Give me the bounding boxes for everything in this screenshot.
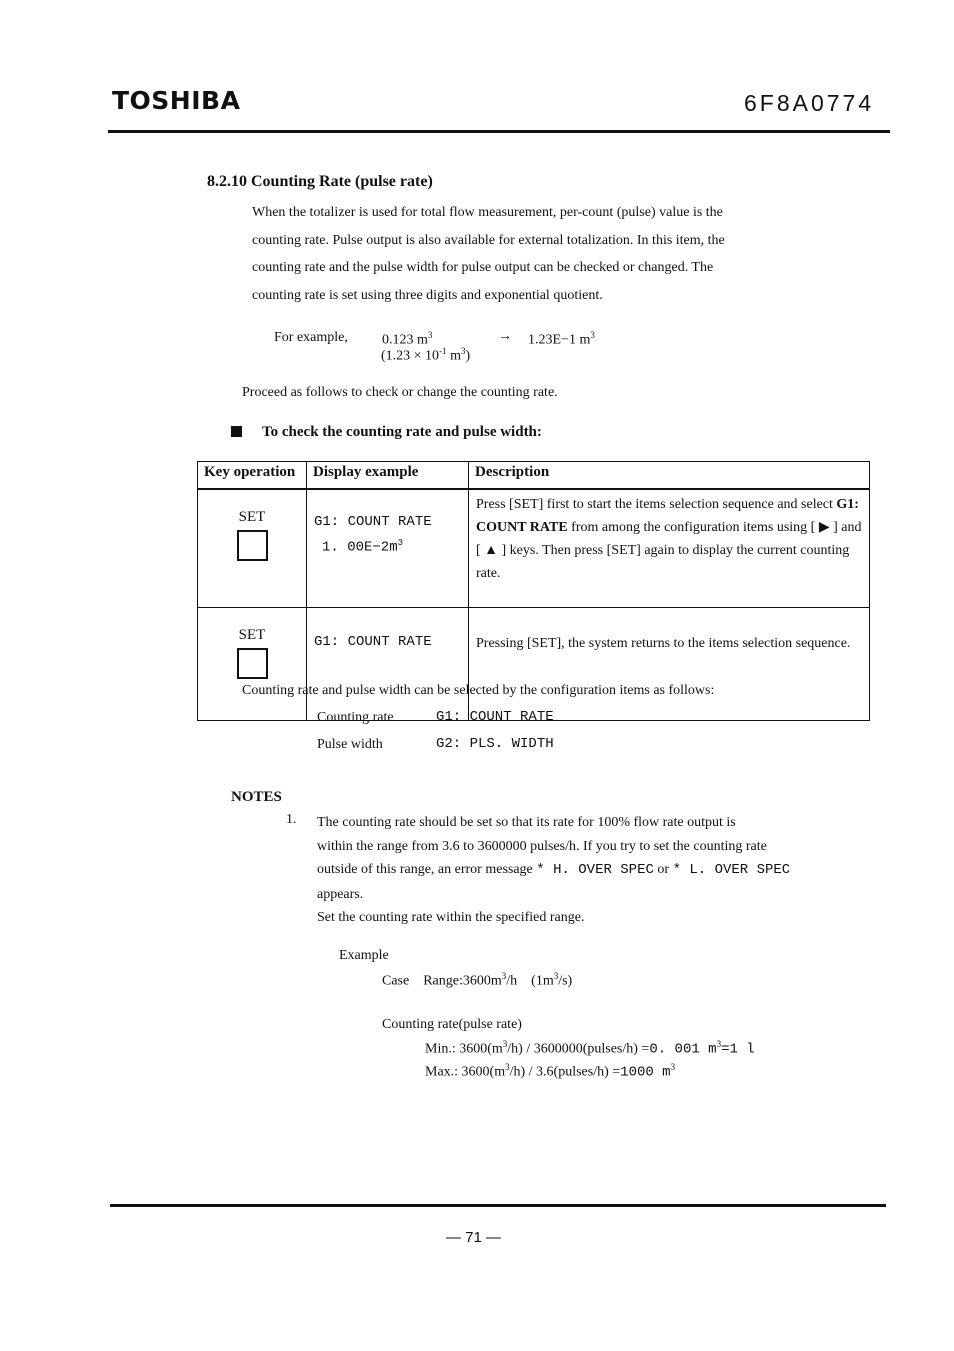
display-line: G1: COUNT RATE bbox=[314, 514, 432, 530]
set-key-icon bbox=[237, 530, 268, 561]
description-cell bbox=[469, 489, 870, 608]
case-text: /h (1m bbox=[506, 973, 554, 989]
calc-text: Max.: 3600(m bbox=[425, 1064, 506, 1080]
superscript: -1 bbox=[439, 346, 447, 356]
column-header: Description bbox=[469, 462, 870, 490]
counting-rate-heading: Counting rate(pulse rate) bbox=[382, 1017, 522, 1032]
superscript: 3 bbox=[670, 1062, 676, 1072]
config-code: G1: COUNT RATE bbox=[436, 709, 554, 725]
display-value: 1. 00E−2m bbox=[322, 539, 398, 556]
calc-result: =1 l bbox=[721, 1041, 755, 1058]
example-result bbox=[528, 330, 595, 349]
superscript: 3 bbox=[427, 330, 433, 340]
superscript: 3 bbox=[502, 1039, 508, 1049]
key-label: SET bbox=[238, 627, 266, 643]
config-label: Counting rate bbox=[317, 710, 394, 725]
display-cell bbox=[307, 608, 469, 721]
example-value-text: 0.123 m bbox=[382, 332, 428, 348]
note-line: within the range from 3.6 to 3600000 pulses/h. If you try to set the counting rate bbox=[317, 838, 767, 854]
note-line: The counting rate should be set so that its rate for 100% flow rate output is bbox=[317, 815, 736, 830]
example-label: For example, bbox=[274, 330, 348, 345]
sci-part: ) bbox=[465, 348, 471, 364]
example-scientific bbox=[381, 346, 470, 365]
sci-part: (1.23 × 10 bbox=[381, 348, 440, 364]
paragraph-line: counting rate and the pulse width for pulse output can be checked or changed. The bbox=[252, 260, 714, 275]
key-label: SET bbox=[238, 509, 266, 525]
section-heading: 8.2.10 Counting Rate (pulse rate) bbox=[207, 173, 433, 190]
counting-rate-max bbox=[425, 1062, 675, 1081]
key-cell bbox=[198, 608, 307, 721]
example-case bbox=[382, 971, 572, 990]
paragraph-line: counting rate. Pulse output is also available for external totalization. In this item, the bbox=[252, 232, 725, 248]
document-number: 6F8A0774 bbox=[744, 90, 875, 116]
square-bullet-icon bbox=[231, 426, 242, 437]
footer-rule bbox=[110, 1204, 886, 1207]
set-key-icon bbox=[237, 648, 268, 679]
paragraph-line: When the totalizer is used for total flow measurement, per-count (pulse) value is the bbox=[252, 205, 723, 220]
superscript: 3 bbox=[501, 971, 507, 981]
desc-text: from among the configuration items using [ ▶ ] and [ ▲ ] keys. Then press [SET] again to display the current counting rate. bbox=[476, 520, 862, 581]
superscript: 3 bbox=[397, 538, 404, 548]
column-header: Key operation bbox=[198, 462, 307, 490]
selection-intro: Counting rate and pulse width can be selected by the configuration items as follows: bbox=[242, 683, 715, 698]
table-row bbox=[198, 489, 870, 608]
key-operation-table bbox=[197, 461, 870, 721]
desc-text: Press [SET] first to start the items selection sequence and select bbox=[476, 497, 837, 512]
sci-part: m bbox=[446, 348, 461, 364]
superscript: 3 bbox=[505, 1062, 510, 1072]
display-line bbox=[314, 533, 462, 559]
page-number: — 71 — bbox=[446, 1229, 502, 1246]
description-cell bbox=[469, 608, 870, 721]
case-text: /s) bbox=[558, 973, 573, 989]
note-text: outside of this range, an error message bbox=[317, 862, 537, 877]
calc-text: /h) / 3.6(pulses/h) = bbox=[509, 1064, 621, 1080]
desc-text: Pressing [SET], the system returns to the items selection sequence. bbox=[476, 636, 851, 651]
calc-text: Min.: 3600(m bbox=[425, 1041, 503, 1057]
error-message: * H. OVER SPEC bbox=[536, 862, 654, 878]
paragraph-line: counting rate is set using three digits and exponential quotient. bbox=[252, 287, 603, 303]
superscript: 3 bbox=[553, 971, 559, 981]
note-body bbox=[317, 811, 877, 930]
example-heading: Example bbox=[339, 948, 389, 963]
superscript: 3 bbox=[716, 1039, 722, 1049]
counting-rate-min bbox=[425, 1039, 755, 1058]
note-number: 1. bbox=[286, 812, 297, 827]
config-label: Pulse width bbox=[317, 737, 383, 752]
notes-heading: NOTES bbox=[231, 789, 282, 805]
key-cell bbox=[198, 489, 307, 608]
note-line: Set the counting rate within the specified range. bbox=[317, 910, 585, 925]
config-code: G2: PLS. WIDTH bbox=[436, 736, 554, 752]
arrow-icon: → bbox=[498, 329, 512, 344]
desc-emphasis: G1: COUNT RATE bbox=[476, 497, 859, 535]
note-line: appears. bbox=[317, 886, 364, 902]
display-line: G1: COUNT RATE bbox=[314, 634, 432, 650]
superscript: 3 bbox=[460, 346, 466, 356]
table-row bbox=[198, 608, 870, 721]
proceed-text: Proceed as follows to check or change the counting rate. bbox=[242, 385, 558, 400]
brand-logo: TOSHIBA bbox=[112, 86, 241, 115]
example-result-text: 1.23E−1 m bbox=[528, 332, 591, 348]
error-message: * L. OVER SPEC bbox=[672, 862, 791, 878]
calc-text: /h) / 3600000(pulses/h) = bbox=[507, 1041, 650, 1057]
case-text: Case Range:3600m bbox=[382, 973, 502, 989]
calc-result: 0. 001 m bbox=[649, 1041, 717, 1058]
intro-paragraph bbox=[252, 199, 872, 309]
column-header: Display example bbox=[307, 462, 469, 490]
note-text: or bbox=[653, 862, 673, 877]
calc-result: 1000 m bbox=[620, 1064, 671, 1081]
superscript: 3 bbox=[590, 330, 595, 340]
table-header-row bbox=[198, 462, 870, 490]
display-cell bbox=[307, 489, 469, 608]
header-rule bbox=[108, 130, 890, 133]
bullet-heading: To check the counting rate and pulse width: bbox=[262, 424, 542, 440]
note-line bbox=[317, 858, 877, 883]
